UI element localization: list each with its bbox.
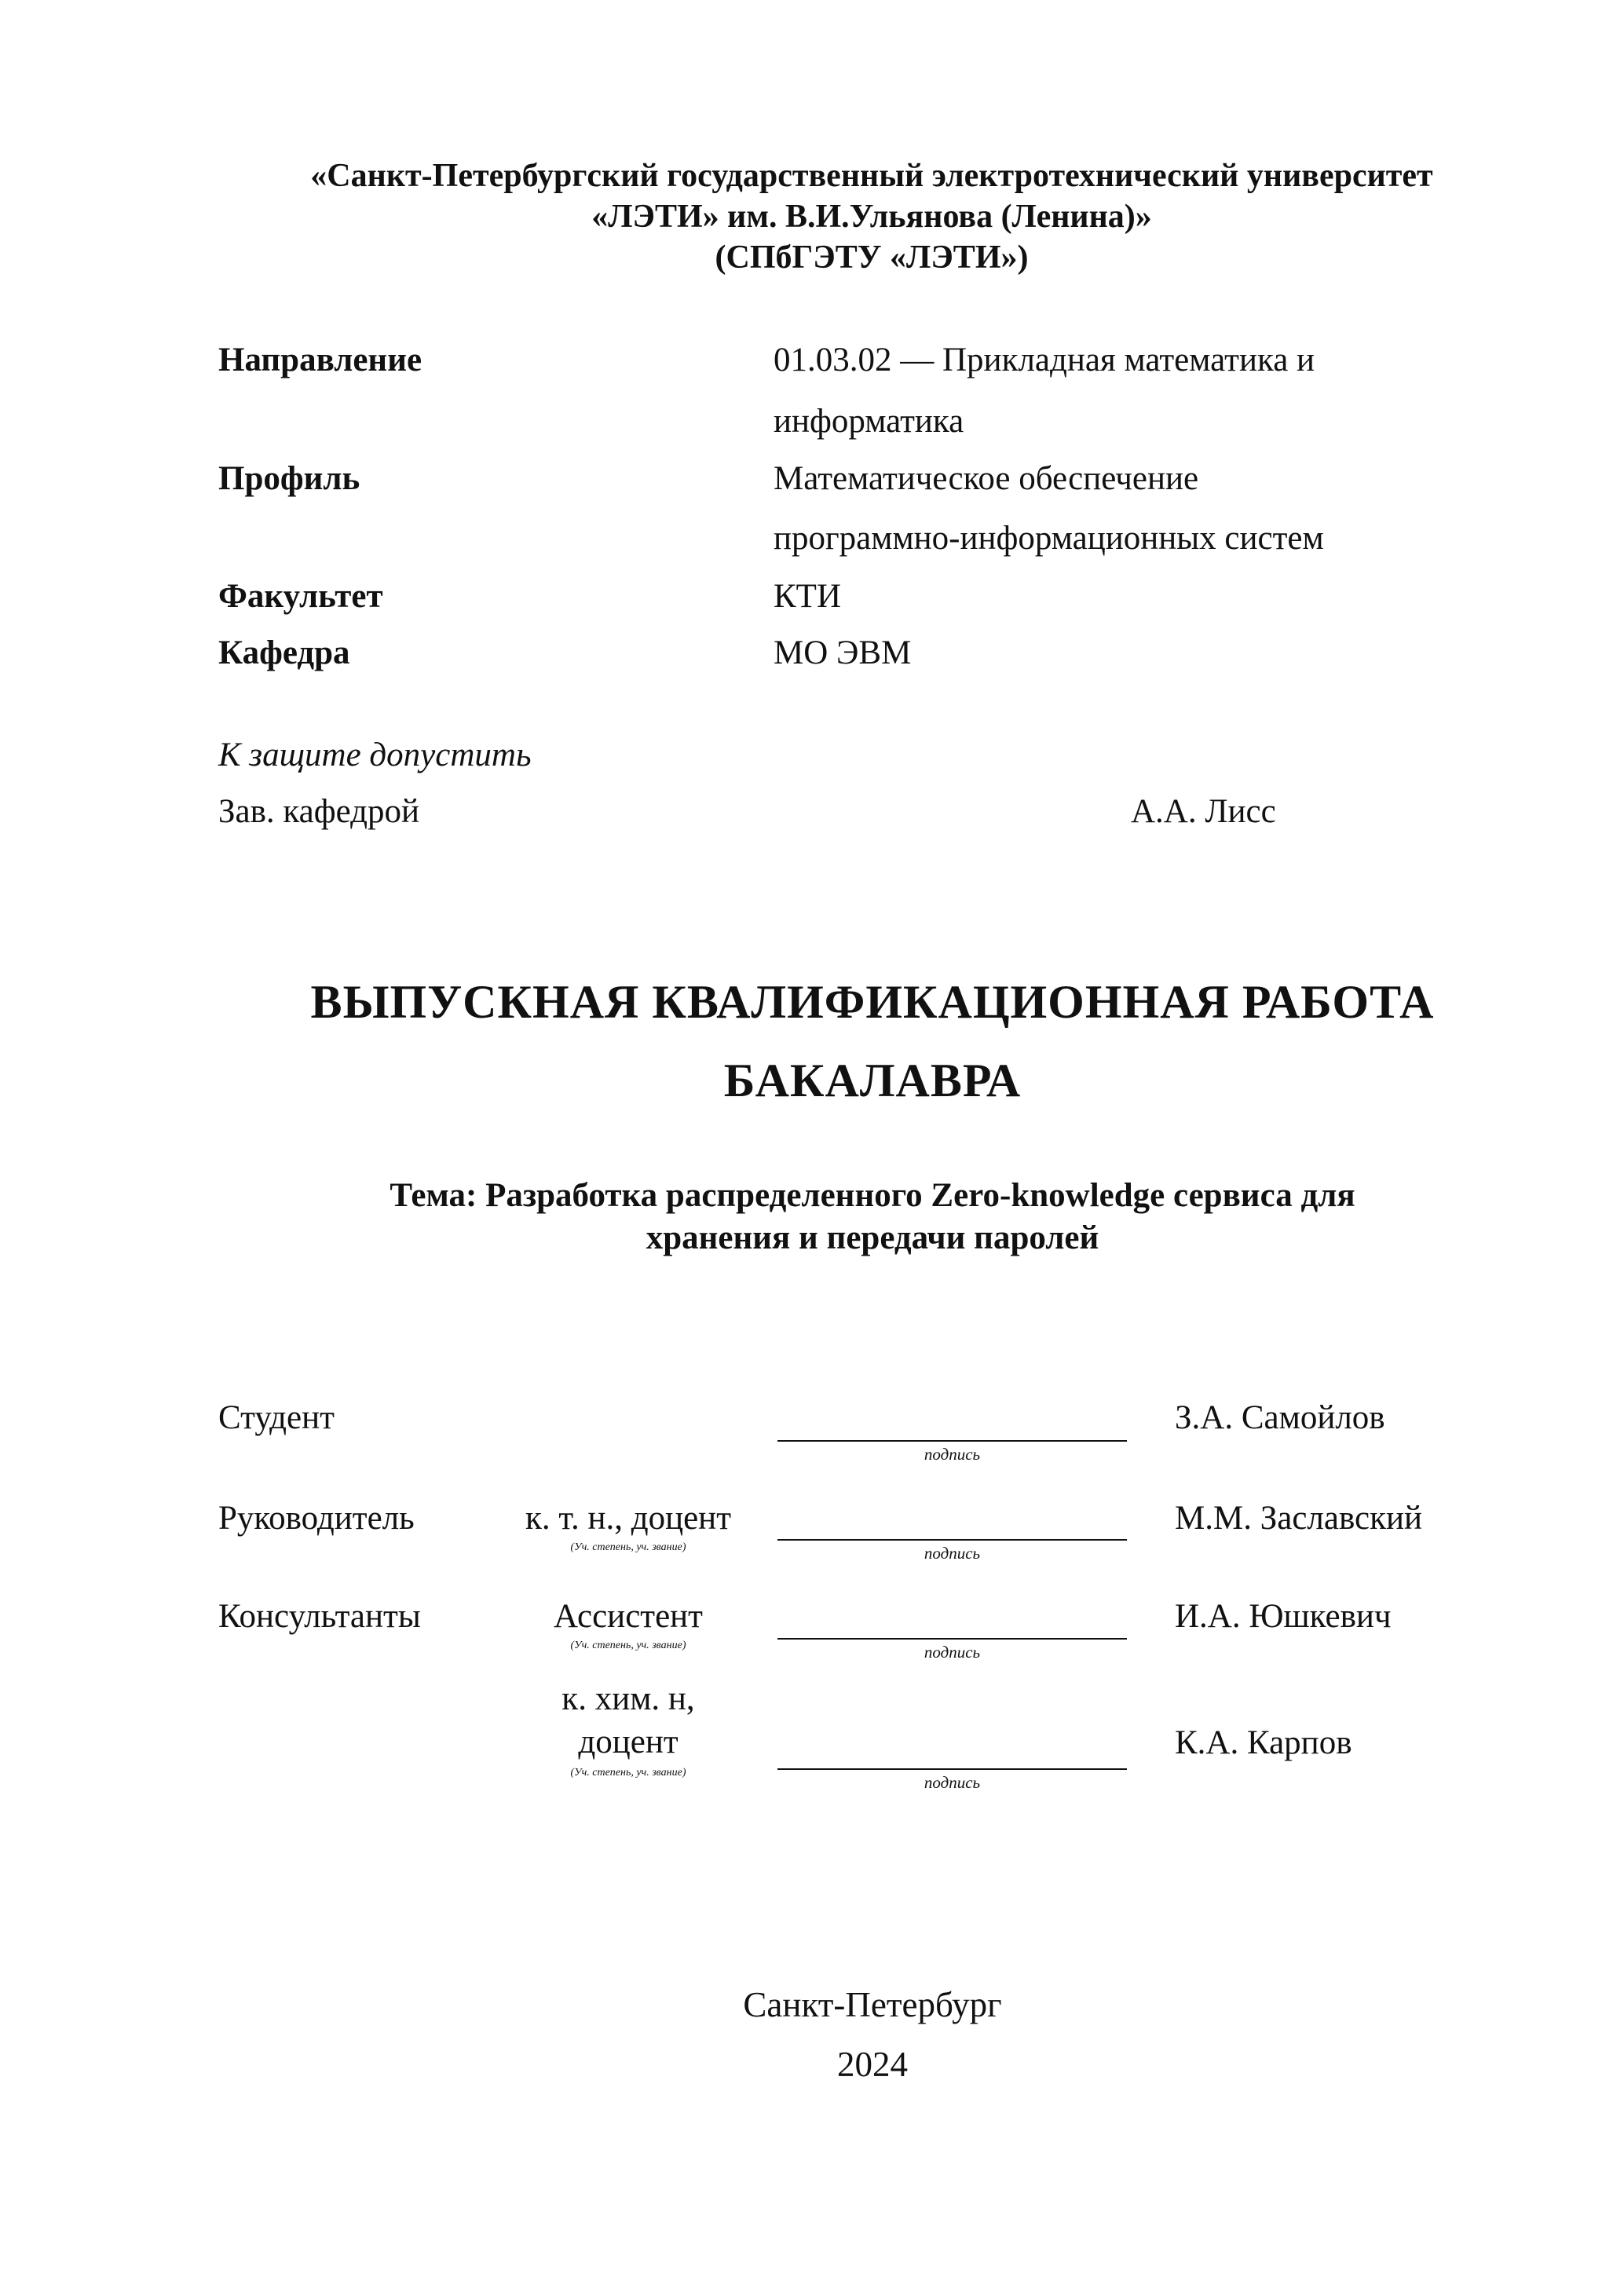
consultant-1-name: И.А. Юшкевич	[1175, 1598, 1392, 1635]
head-of-department-name: А.А. Лисс	[1131, 793, 1276, 830]
consultant-1-degree: Ассистент	[554, 1598, 703, 1635]
consultants-role: Консультанты	[218, 1598, 421, 1635]
supervisor-signature-caption: подпись	[924, 1544, 981, 1563]
profile-value-line-1: Математическое обеспечение	[774, 460, 1199, 497]
university-name-line-1: «Санкт-Петербургский государственный электротехнический университет	[310, 158, 1433, 194]
student-signature-caption: подпись	[924, 1445, 981, 1464]
student-role: Студент	[218, 1399, 335, 1436]
consultant-2-degree-line-1: к. хим. н,	[561, 1680, 695, 1717]
consultant-1-signature-caption: подпись	[924, 1643, 981, 1662]
supervisor-degree: к. т. н., доцент	[525, 1500, 731, 1537]
city: Санкт-Петербург	[743, 1985, 1002, 2024]
consultant-2-signature-caption: подпись	[924, 1773, 981, 1792]
supervisor-name: М.М. Заславский	[1175, 1500, 1423, 1537]
student-name: З.А. Самойлов	[1175, 1399, 1385, 1436]
supervisor-signature-line	[777, 1539, 1127, 1541]
head-of-department-label: Зав. кафедрой	[218, 793, 420, 830]
direction-label: Направление	[218, 342, 422, 378]
consultant-2-signature-line	[777, 1768, 1127, 1770]
profile-value-line-2: программно-информационных систем	[774, 520, 1324, 557]
faculty-label: Факультет	[218, 578, 383, 615]
supervisor-degree-caption: (Уч. степень, уч. звание)	[570, 1541, 686, 1553]
profile-label: Профиль	[218, 460, 360, 497]
thesis-theme-line-2: хранения и передачи паролей	[646, 1219, 1099, 1256]
consultant-1-degree-caption: (Уч. степень, уч. звание)	[570, 1640, 686, 1651]
consultant-2-name: К.А. Карпов	[1175, 1724, 1352, 1761]
direction-value-line-2: информатика	[774, 403, 964, 440]
consultant-1-signature-line	[777, 1638, 1127, 1640]
university-abbreviation: (СПбГЭТУ «ЛЭТИ»)	[715, 239, 1029, 276]
consultant-2-degree-line-2: доцент	[578, 1724, 678, 1760]
thesis-title-line-1: ВЫПУСКНАЯ КВАЛИФИКАЦИОННАЯ РАБОТА	[310, 976, 1435, 1028]
student-signature-line	[777, 1440, 1127, 1442]
university-name-line-2: «ЛЭТИ» им. В.И.Ульянова (Ленина)»	[591, 199, 1152, 235]
admit-to-defense-text: К защите допустить	[218, 737, 532, 773]
year: 2024	[837, 2045, 908, 2084]
department-label: Кафедра	[218, 634, 350, 671]
faculty-value: КТИ	[774, 578, 841, 615]
department-value: МО ЭВМ	[774, 634, 912, 671]
supervisor-role: Руководитель	[218, 1500, 415, 1537]
thesis-theme-line-1: Тема: Разработка распределенного Zero-knowledge сервиса для	[390, 1177, 1355, 1214]
thesis-title-line-2: БАКАЛАВРА	[723, 1055, 1022, 1106]
direction-value-line-1: 01.03.02 — Прикладная математика и	[774, 342, 1315, 378]
consultant-2-degree-caption: (Уч. степень, уч. звание)	[570, 1767, 686, 1779]
